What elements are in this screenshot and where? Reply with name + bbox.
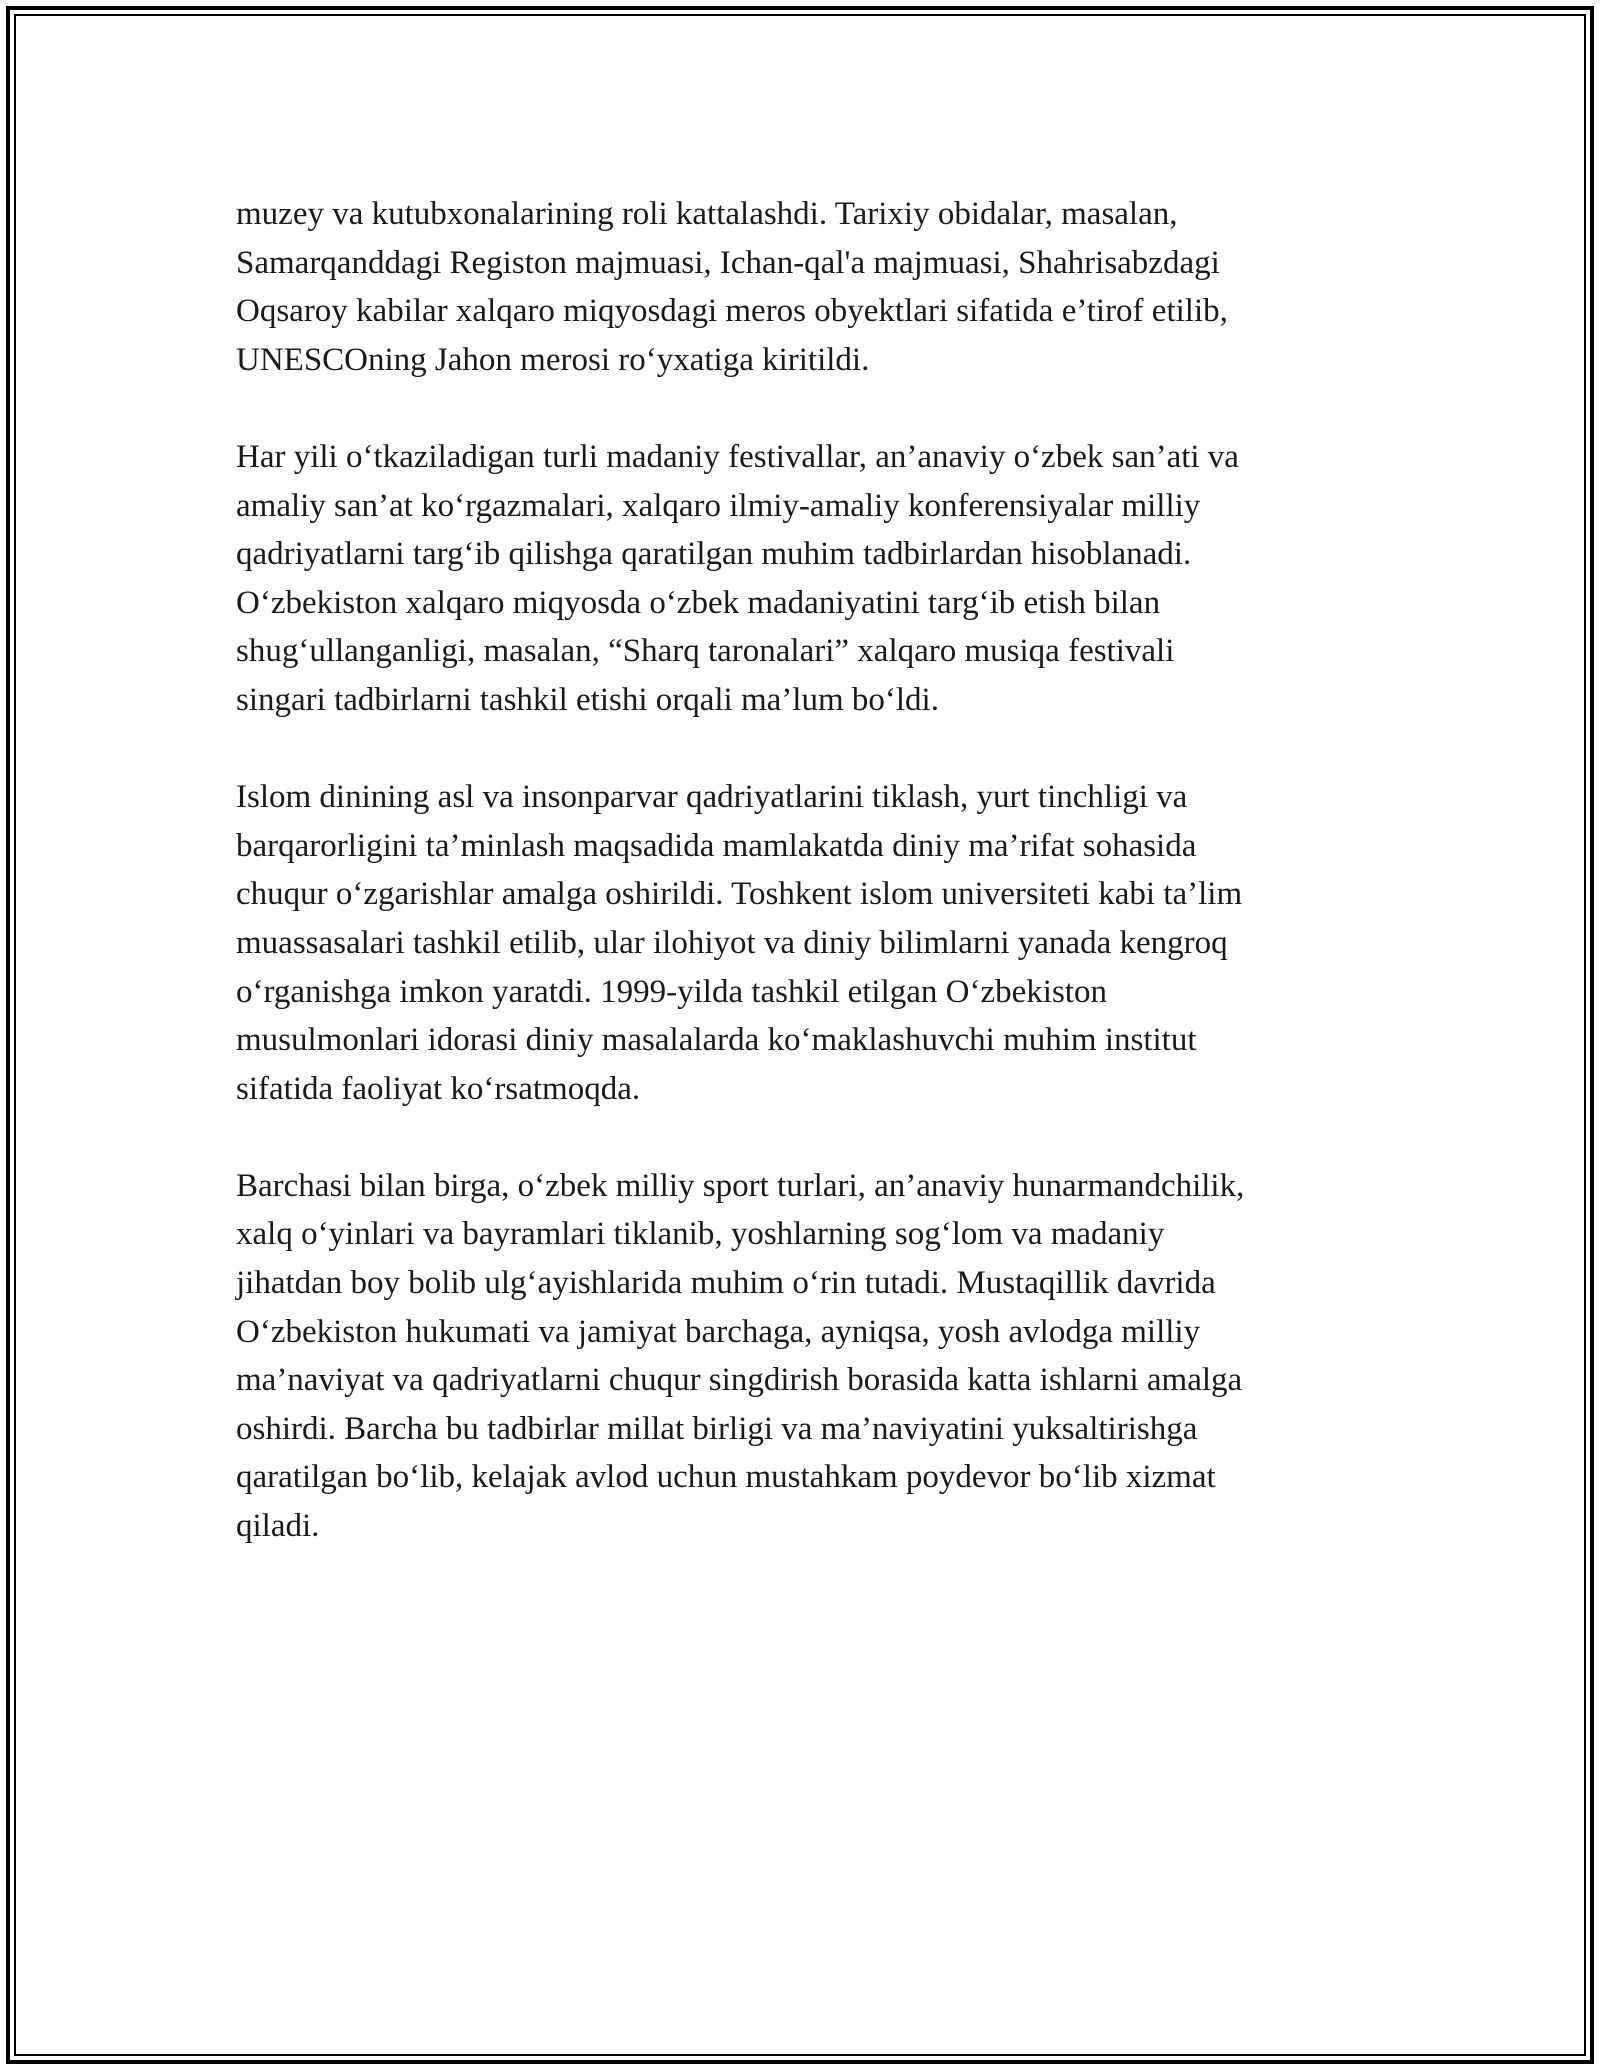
text-line: O‘zbekiston xalqaro miqyosda o‘zbek madaniyatini targ‘ib etish bilan — [236, 584, 1161, 621]
text-line: xalq o‘yinlari va bayramlari tiklanib, yoshlarning sog‘lom va madaniy — [236, 1216, 1165, 1253]
text-line: barqarorligini ta’minlash maqsadida mamlakatda diniy ma’rifat sohasida — [236, 827, 1197, 864]
text-line: qadriyatlarni targ‘ib qilishga qaratilgan muhim tadbirlardan hisoblanadi. — [236, 536, 1192, 573]
text-line: sifatida faoliyat ko‘rsatmoqda. — [236, 1070, 641, 1107]
text-line: singari tadbirlarni tashkil etishi orqali ma’lum bo‘ldi. — [236, 681, 939, 718]
text-line: muassasalari tashkil etilib, ular ilohiyot va diniy bilimlarni yanada kengroq — [236, 924, 1228, 961]
paragraph-2 — [236, 433, 1366, 725]
text-line: Samarqanddagi Registon majmuasi, Ichan-qal'a majmuasi, Shahrisabzdagi — [236, 244, 1220, 281]
text-line: O‘zbekiston hukumati va jamiyat barchaga, ayniqsa, yosh avlodga milliy — [236, 1313, 1201, 1350]
text-line: amaliy san’at ko‘rgazmalari, xalqaro ilmiy-amaliy konferensiyalar milliy — [236, 487, 1201, 524]
text-line: Barchasi bilan birga, o‘zbek milliy sport turlari, an’anaviy hunarmandchilik, — [236, 1167, 1245, 1204]
paragraph-3 — [236, 773, 1366, 1113]
text-line: oshirdi. Barcha bu tadbirlar millat birligi va ma’naviyatini yuksaltirishga — [236, 1410, 1198, 1447]
text-line: chuqur o‘zgarishlar amalga oshirildi. Toshkent islom universiteti kabi ta’lim — [236, 876, 1243, 913]
text-line: qiladi. — [236, 1508, 320, 1545]
paragraph-1 — [236, 190, 1366, 384]
text-line: muzey va kutubxonalarining roli kattalashdi. Tarixiy obidalar, masalan, — [236, 196, 1178, 232]
text-line: Islom dinining asl va insonparvar qadriyatlarini tiklash, yurt tinchligi va — [236, 779, 1188, 816]
paragraph-4 — [236, 1162, 1366, 1551]
text-line: o‘rganishga imkon yaratdi. 1999-yilda tashkil etilgan O‘zbekiston — [236, 973, 1107, 1010]
text-line: qaratilgan bo‘lib, kelajak avlod uchun mustahkam poydevor bo‘lib xizmat — [236, 1459, 1216, 1496]
document-body — [236, 190, 1366, 1599]
text-line: Har yili o‘tkaziladigan turli madaniy festivallar, an’anaviy o‘zbek san’ati va — [236, 438, 1239, 475]
text-line: shug‘ullanganligi, masalan, “Sharq taronalari” xalqaro musiqa festivali — [236, 633, 1175, 670]
text-line: Oqsaroy kabilar xalqaro miqyosdagi meros obyektlari sifatida e’tirof etilib, — [236, 293, 1228, 330]
text-line: jihatdan boy bolib ulg‘ayishlarida muhim o‘rin tutadi. Mustaqillik davrida — [236, 1265, 1216, 1302]
text-line: musulmonlari idorasi diniy masalalarda ko‘maklashuvchi muhim institut — [236, 1022, 1197, 1059]
text-line: ma’naviyat va qadriyatlarni chuqur singdirish borasida katta ishlarni amalga — [236, 1362, 1243, 1399]
text-line: UNESCOning Jahon merosi ro‘yxatiga kiritildi. — [236, 341, 870, 378]
